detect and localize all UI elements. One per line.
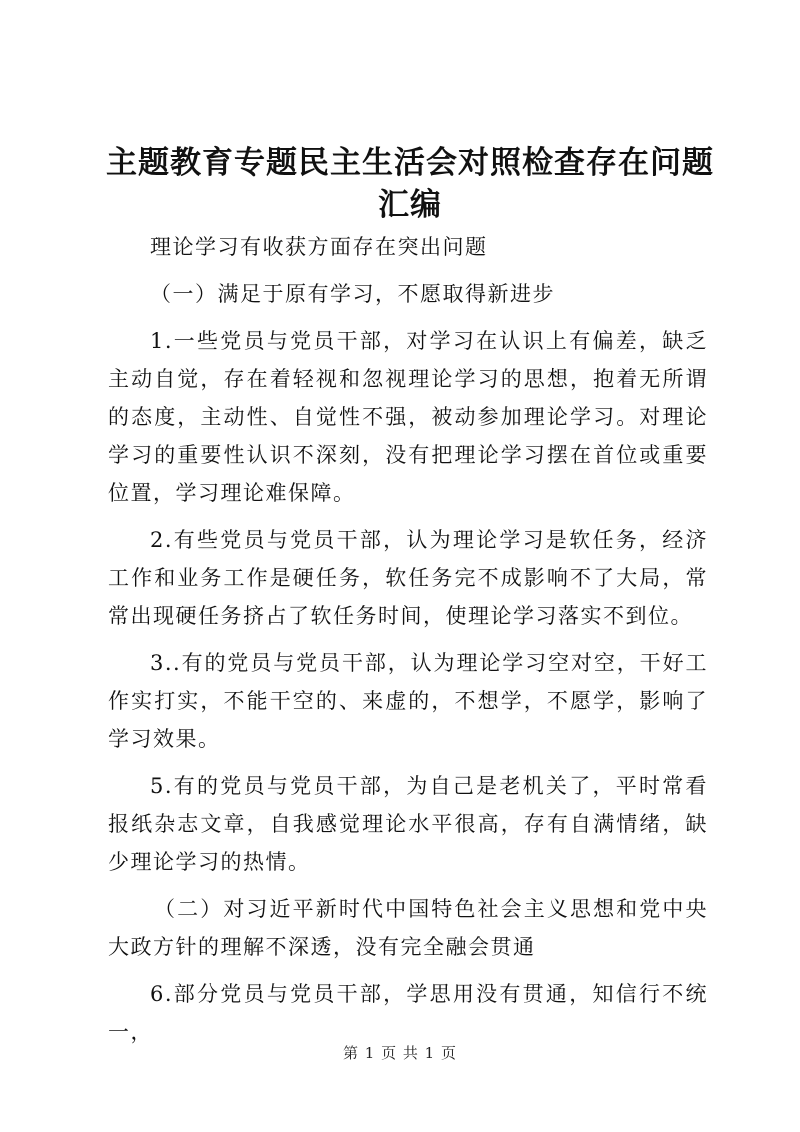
paragraph-item-6: 6.部分党员与党员干部，学思用没有贯通，知信行不统一， <box>108 982 708 1044</box>
paragraph-item-5: 5.有的党员与党员干部，为自己是老机关了，平时常看报纸杂志文章，自我感觉理论水平很高，存有自满情绪，缺少理论学习的热情。 <box>108 774 708 874</box>
subsection-heading-2: （二）对习近平新时代中国特色社会主义思想和党中央大政方针的理解不深透，没有完全融会贯通 <box>108 897 708 959</box>
section-heading: 理论学习有收获方面存在突出问题 <box>150 235 488 259</box>
page-footer: 第 1 页 共 1 页 <box>343 1044 457 1062</box>
paragraph-item-1: 1.一些党员与党员干部，对学习在认识上有偏差，缺乏主动自觉，存在着轻视和忽视理论学习的思想，抱着无所谓的态度，主动性、自觉性不强，被动参加理论学习。对理论学习的重要性认识不深刻，没有把理论学习摆在首位或重要位置，学习理论难保障。 <box>108 329 708 505</box>
paragraph-item-3: 3..有的党员与党员干部，认为理论学习空对空，干好工作实打实，不能干空的、来虚的，不想学，不愿学，影响了学习效果。 <box>108 651 708 751</box>
document-title: 主题教育专题民主生活会对照检查存在问题汇编 <box>106 145 714 223</box>
subsection-heading: （一）满足于原有学习，不愿取得新进步 <box>150 282 555 306</box>
paragraph-item-2: 2.有些党员与党员干部，认为理论学习是软任务，经济工作和业务工作是硬任务，软任务完不成影响不了大局，常常出现硬任务挤占了软任务时间，使理论学习落实不到位。 <box>108 528 708 628</box>
document-body <box>108 228 708 1060</box>
